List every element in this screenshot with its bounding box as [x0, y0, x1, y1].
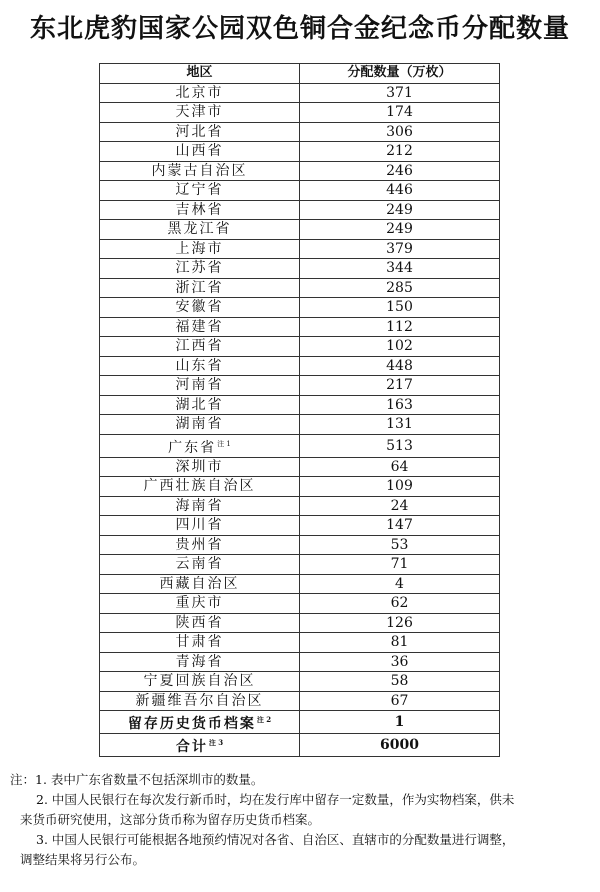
table-body	[100, 83, 500, 734]
region-cell	[100, 477, 300, 497]
total-row	[100, 734, 500, 757]
region-cell	[100, 200, 300, 220]
region-name: 江苏省	[175, 260, 224, 277]
region-name: 海南省	[175, 497, 224, 514]
table-row	[100, 376, 500, 396]
region-cell	[100, 574, 300, 594]
table-row	[100, 457, 500, 477]
region-name: 四川省	[175, 517, 224, 534]
region-cell	[100, 239, 300, 259]
table-row	[100, 337, 500, 357]
table-row	[100, 259, 500, 279]
table-row	[100, 672, 500, 692]
region-name: 湖北省	[175, 396, 224, 413]
total-label: 合计	[175, 739, 208, 755]
region-name: 吉林省	[175, 201, 224, 218]
amount-cell: 446	[300, 181, 500, 201]
region-name: 青海省	[175, 653, 224, 670]
region-name: 福建省	[175, 318, 224, 335]
table-row	[100, 298, 500, 318]
region-name: 西藏自治区	[159, 575, 240, 592]
amount-cell: 217	[300, 376, 500, 396]
footnote-2-line-2: 来货币研究使用，这部分货币称为留存历史货币档案。	[20, 812, 321, 827]
region-cell	[100, 181, 300, 201]
region-cell	[100, 220, 300, 240]
region-cell	[100, 83, 300, 103]
footnotes	[10, 770, 595, 870]
table-row	[100, 633, 500, 653]
amount-cell: 131	[300, 415, 500, 435]
footnote-3-line-1: 3. 中国人民银行可能根据各地预约情况对各省、自治区、直辖市的分配数量进行调整，	[36, 832, 515, 847]
region-cell	[100, 691, 300, 711]
page-title: 东北虎豹国家公园双色铜合金纪念币分配数量	[29, 14, 570, 44]
table-row	[100, 122, 500, 142]
amount-cell: 67	[300, 691, 500, 711]
amount-cell: 246	[300, 161, 500, 181]
region-cell	[100, 337, 300, 357]
region-cell	[100, 594, 300, 614]
region-name: 湖南省	[175, 416, 224, 433]
table-row	[100, 220, 500, 240]
region-cell	[100, 142, 300, 162]
region-cell	[100, 457, 300, 477]
region-name: 重庆市	[175, 595, 224, 612]
table-row	[100, 103, 500, 123]
region-name: 黑龙江省	[167, 221, 232, 238]
table-row	[100, 434, 500, 457]
region-name: 云南省	[175, 556, 224, 573]
table-row	[100, 516, 500, 536]
region-name: 山西省	[175, 143, 224, 160]
table-row	[100, 356, 500, 376]
region-cell	[100, 415, 300, 435]
region-cell	[100, 434, 300, 457]
region-cell	[100, 535, 300, 555]
amount-cell: 64	[300, 457, 500, 477]
amount-cell: 58	[300, 672, 500, 692]
region-cell	[100, 672, 300, 692]
region-name: 江西省	[175, 338, 224, 355]
region-name: 甘肃省	[175, 634, 224, 651]
total-amount: 6000	[300, 734, 500, 757]
footnote-2-line-1: 2. 中国人民银行在每次发行新币时，均在发行库中留存一定数量，作为实物档案，供未	[36, 792, 515, 807]
region-cell	[100, 516, 300, 536]
amount-cell: 448	[300, 356, 500, 376]
region-name: 内蒙古自治区	[151, 162, 248, 179]
amount-cell: 163	[300, 395, 500, 415]
amount-cell: 249	[300, 220, 500, 240]
region-name: 河南省	[175, 377, 224, 394]
region-cell	[100, 259, 300, 279]
amount-cell: 212	[300, 142, 500, 162]
region-cell	[100, 122, 300, 142]
region-name: 浙江省	[175, 279, 224, 296]
region-cell	[100, 652, 300, 672]
amount-cell: 62	[300, 594, 500, 614]
table-row	[100, 161, 500, 181]
region-name: 安徽省	[175, 299, 224, 316]
amount-cell: 24	[300, 496, 500, 516]
table-row	[100, 535, 500, 555]
amount-cell: 4	[300, 574, 500, 594]
table-row	[100, 200, 500, 220]
region-name: 山东省	[175, 357, 224, 374]
region-name: 陕西省	[175, 614, 224, 631]
region-name: 上海市	[175, 240, 224, 257]
region-cell	[100, 496, 300, 516]
table-row	[100, 613, 500, 633]
table-row	[100, 83, 500, 103]
header-amount: 分配数量（万枚）	[300, 64, 500, 84]
region-name: 辽宁省	[175, 182, 224, 199]
region-cell	[100, 103, 300, 123]
amount-cell: 371	[300, 83, 500, 103]
region-cell	[100, 356, 300, 376]
region-cell	[100, 633, 300, 653]
amount-cell: 150	[300, 298, 500, 318]
amount-cell: 285	[300, 278, 500, 298]
total-label-cell	[100, 734, 300, 757]
region-note: 注 1	[217, 439, 231, 448]
amount-cell: 112	[300, 317, 500, 337]
footnote-1	[10, 770, 595, 790]
region-cell	[100, 317, 300, 337]
region-name: 深圳市	[175, 458, 224, 475]
amount-cell: 147	[300, 516, 500, 536]
allocation-table	[99, 63, 500, 757]
amount-cell: 513	[300, 434, 500, 457]
region-cell	[100, 376, 300, 396]
amount-cell: 81	[300, 633, 500, 653]
amount-cell: 102	[300, 337, 500, 357]
table-row	[100, 142, 500, 162]
table-row	[100, 691, 500, 711]
region-cell	[100, 278, 300, 298]
region-name: 北京市	[175, 84, 224, 101]
region-cell	[100, 161, 300, 181]
amount-cell: 306	[300, 122, 500, 142]
amount-cell: 109	[300, 477, 500, 497]
table-row	[100, 239, 500, 259]
amount-cell: 71	[300, 555, 500, 575]
region-name: 广西壮族自治区	[143, 478, 256, 495]
amount-cell: 36	[300, 652, 500, 672]
region-name: 宁夏回族自治区	[143, 673, 256, 690]
table-row	[100, 317, 500, 337]
region-cell	[100, 395, 300, 415]
table-row	[100, 594, 500, 614]
table-row	[100, 496, 500, 516]
region-name: 广东省	[168, 439, 217, 456]
table-row	[100, 395, 500, 415]
footnote-3-line-2: 调整结果将另行公布。	[20, 852, 146, 867]
header-region: 地区	[100, 64, 300, 84]
table-row	[100, 711, 500, 734]
table-row	[100, 477, 500, 497]
amount-cell: 344	[300, 259, 500, 279]
footnote-prefix: 注：	[10, 772, 36, 787]
region-cell	[100, 555, 300, 575]
region-cell	[100, 298, 300, 318]
region-name: 新疆维吾尔自治区	[135, 692, 264, 709]
region-cell	[100, 613, 300, 633]
total-note: 注 3	[208, 738, 224, 747]
amount-cell: 126	[300, 613, 500, 633]
table-row	[100, 652, 500, 672]
amount-cell: 174	[300, 103, 500, 123]
region-note: 注 2	[256, 715, 272, 724]
table-header-row	[100, 64, 500, 84]
table-row	[100, 181, 500, 201]
region-cell	[100, 711, 300, 734]
amount-cell: 1	[300, 711, 500, 734]
amount-cell: 379	[300, 239, 500, 259]
amount-cell: 249	[300, 200, 500, 220]
region-name: 天津市	[175, 104, 224, 121]
footnote-1-text: 1. 表中广东省数量不包括深圳市的数量。	[35, 772, 264, 787]
region-name: 留存历史货币档案	[127, 716, 256, 732]
table-row	[100, 555, 500, 575]
amount-cell: 53	[300, 535, 500, 555]
table-row	[100, 574, 500, 594]
table-row	[100, 415, 500, 435]
table-row	[100, 278, 500, 298]
region-name: 河北省	[175, 123, 224, 140]
region-name: 贵州省	[175, 536, 224, 553]
